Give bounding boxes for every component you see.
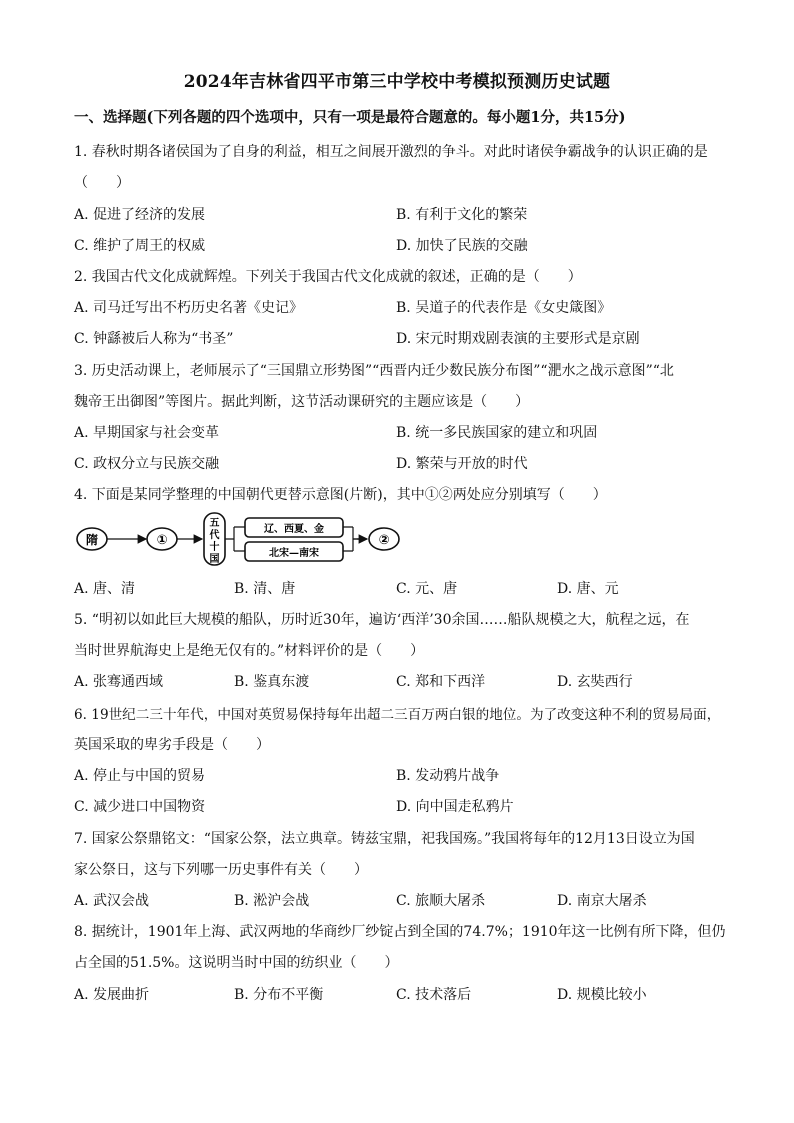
q2-stem-line1: 2. 我国古代文化成就辉煌。下列关于我国古代文化成就的叙述，正确的是（ ） (74, 269, 582, 285)
q8-option-b: B. 分布不平衡 (234, 987, 324, 1003)
q3-stem-line1: 3. 历史活动课上，老师展示了“三国鼎立形势图”“西晋内迁少数民族分布图”“淝水之战示意图”“北 (74, 363, 674, 379)
q5-option-c: C. 郑和下西洋 (396, 674, 486, 690)
svg-text:辽、西夏、金: 辽、西夏、金 (264, 524, 324, 535)
q6-option-b: B. 发动鸦片战争 (396, 768, 500, 784)
q7-stem-line2: 家公祭日，这与下列哪一历史事件有关（ ） (74, 862, 368, 878)
q3-option-a: A. 早期国家与社会变革 (74, 425, 220, 441)
q7-stem-line1: 7. 国家公祭鼎铭文：“国家公祭，法立典章。铸兹宝鼎，祀我国殇。”我国将每年的12月13日设立为国 (74, 831, 695, 847)
node-wudai-shiguo (204, 513, 225, 565)
q1-stem-line1: 1. 春秋时期各诸侯国为了自身的利益，相互之间展开激烈的争斗。对此时诸侯争霸战争的认识正确的是 (74, 144, 708, 160)
section-heading: 一、选择题(下列各题的四个选项中，只有一项是最符合题意的。每小题1分，共15分) (74, 109, 626, 126)
bracket-left (225, 527, 245, 551)
q5-stem-line1: 5. “明初以如此巨大规模的船队，历时近30年，遍访‘西洋’30余国……船队规模之大，航程之远，在 (74, 612, 690, 628)
node-sui (77, 528, 107, 550)
svg-text:代: 代 (209, 530, 220, 541)
q3-stem-line2: 魏帝王出御图”等图片。据此判断，这节活动课研究的主题应该是（ ） (74, 394, 530, 410)
q3-option-b: B. 统一多民族国家的建立和巩固 (396, 425, 598, 441)
node-liao-xixia-jin (245, 518, 343, 537)
q2-option-a: A. 司马迁写出不朽历史名著《史记》 (74, 300, 304, 316)
q5-option-d: D. 玄奘西行 (557, 674, 633, 690)
q4-option-a: A. 唐、清 (74, 581, 136, 597)
q8-stem-line1: 8. 据统计，1901年上海、武汉两地的华商纱厂纱锭占到全国的74.7%；1910年这一比例有所下降，但仍 (74, 924, 726, 940)
q1-option-d: D. 加快了民族的交融 (396, 238, 528, 254)
node-blank-1 (147, 528, 177, 550)
q5-option-b: B. 鉴真东渡 (234, 674, 310, 690)
q4-stem-line1: 4. 下面是某同学整理的中国朝代更替示意图(片断)，其中①②两处应分别填写（ ） (74, 487, 607, 503)
q2-option-d: D. 宋元时期戏剧表演的主要形式是京剧 (396, 331, 640, 347)
q6-option-d: D. 向中国走私鸦片 (396, 799, 514, 815)
q4-option-b: B. 清、唐 (234, 581, 296, 597)
dynasty-diagram (74, 511, 474, 567)
q8-option-c: C. 技术落后 (396, 987, 472, 1003)
svg-text:隋: 隋 (85, 533, 99, 547)
q4-option-c: C. 元、唐 (396, 581, 458, 597)
q7-option-d: D. 南京大屠杀 (557, 893, 647, 909)
svg-text:五: 五 (209, 518, 220, 529)
node-song (245, 542, 343, 561)
node-blank-2 (369, 528, 399, 550)
q6-stem-line2: 英国采取的卑劣手段是（ ） (74, 737, 270, 753)
q1-option-a: A. 促进了经济的发展 (74, 207, 206, 223)
q2-option-b: B. 吴道子的代表作是《女史箴图》 (396, 300, 612, 316)
q5-stem-line2: 当时世界航海史上是绝无仅有的。”材料评价的是（ ） (74, 643, 425, 659)
svg-text:①: ① (156, 533, 168, 548)
q3-option-d: D. 繁荣与开放的时代 (396, 456, 528, 472)
q6-option-a: A. 停止与中国的贸易 (74, 768, 206, 784)
q2-option-c: C. 钟繇被后人称为“书圣” (74, 331, 234, 347)
q8-option-d: D. 规模比较小 (557, 987, 647, 1003)
q1-option-b: B. 有利于文化的繁荣 (396, 207, 528, 223)
q6-option-c: C. 减少进口中国物资 (74, 799, 206, 815)
exam-title: 2024年吉林省四平市第三中学校中考模拟预测历史试题 (183, 72, 611, 92)
svg-text:十: 十 (209, 542, 220, 553)
q1-stem-line2: （ ） (74, 175, 130, 191)
svg-text:②: ② (378, 533, 390, 548)
svg-text:国: 国 (209, 554, 220, 565)
q5-option-a: A. 张骞通西域 (74, 674, 164, 690)
q6-stem-line1: 6. 19世纪二三十年代，中国对英贸易保持每年出超二三百万两白银的地位。为了改变这种不利的贸易局面， (74, 707, 721, 723)
q7-option-c: C. 旅顺大屠杀 (396, 893, 486, 909)
q1-option-c: C. 维护了周王的权威 (74, 238, 206, 254)
q7-option-a: A. 武汉会战 (74, 893, 150, 909)
q8-option-a: A. 发展曲折 (74, 987, 150, 1003)
q3-option-c: C. 政权分立与民族交融 (74, 456, 220, 472)
q7-option-b: B. 淞沪会战 (234, 893, 310, 909)
svg-text:北宋—南宋: 北宋—南宋 (269, 548, 319, 559)
q4-option-d: D. 唐、元 (557, 581, 619, 597)
q8-stem-line2: 占全国的51.5%。这说明当时中国的纺织业（ ） (74, 955, 399, 971)
